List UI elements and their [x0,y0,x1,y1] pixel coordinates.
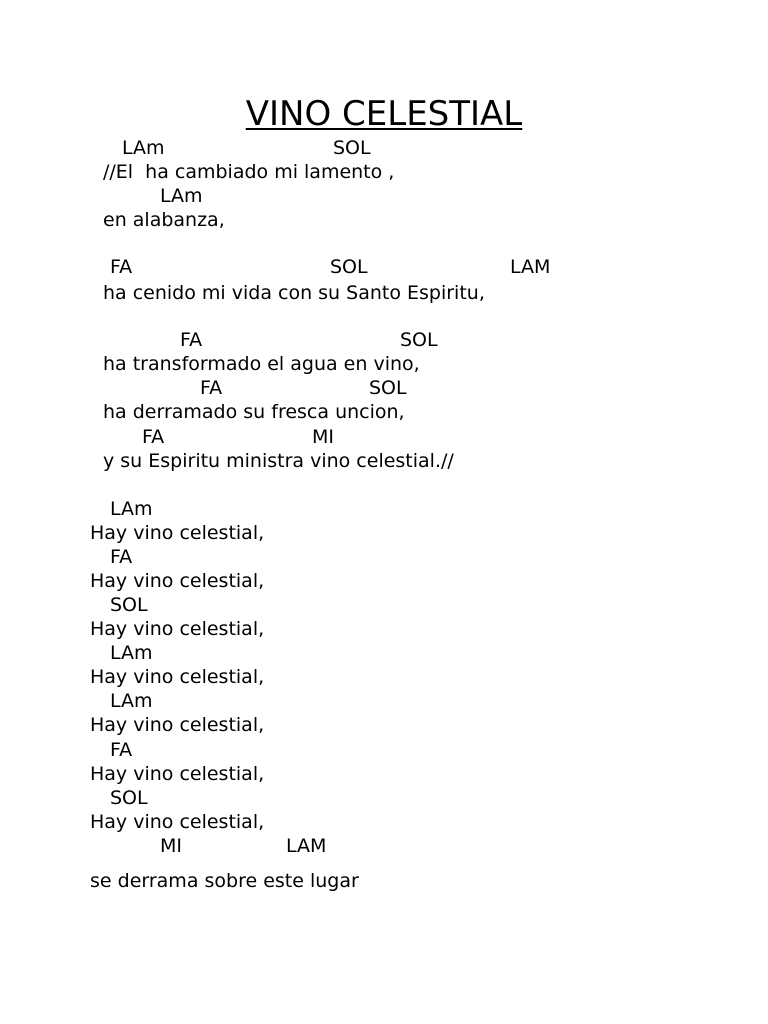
chord: LAm [110,690,153,712]
chord: MI [312,426,334,448]
chord: FA [110,256,133,278]
lyric-line: Hay vino celestial, [90,522,265,544]
lyric-line: Hay vino celestial, [90,666,265,688]
chord: LAm [110,642,153,664]
chord: SOL [110,594,148,616]
chord: LAm [160,185,203,207]
lyric-line: Hay vino celestial, [90,763,265,785]
lyric-line: Hay vino celestial, [90,618,265,640]
lyric-line: ha cenido mi vida con su Santo Espiritu, [103,282,485,304]
chord: LAM [510,256,551,278]
lyric-line: Hay vino celestial, [90,570,265,592]
chord: FA [200,377,223,399]
chord: SOL [400,329,438,351]
lyric-line: y su Espiritu ministra vino celestial.// [103,450,454,472]
chord: FA [110,546,133,568]
chord: SOL [369,377,407,399]
lyric-line: ha derramado su fresca uncion, [103,401,405,423]
lyric-line: en alabanza, [103,209,225,231]
lyric-line: //El ha cambiado mi lamento , [103,161,395,183]
song-title: VINO CELESTIAL [245,94,523,134]
lyric-line: Hay vino celestial, [90,811,265,833]
chord: SOL [333,137,371,159]
chord: SOL [110,787,148,809]
chord: FA [142,426,165,448]
chord: MI [160,835,182,857]
chord: SOL [330,256,368,278]
chord: LAm [122,137,165,159]
chord: LAM [286,835,327,857]
lyric-line: ha transformado el agua en vino, [103,353,420,375]
lyric-line: se derrama sobre este lugar [90,870,359,892]
chord: LAm [110,498,153,520]
lyric-line: Hay vino celestial, [90,714,265,736]
chord: FA [110,739,133,761]
chord: FA [180,329,203,351]
